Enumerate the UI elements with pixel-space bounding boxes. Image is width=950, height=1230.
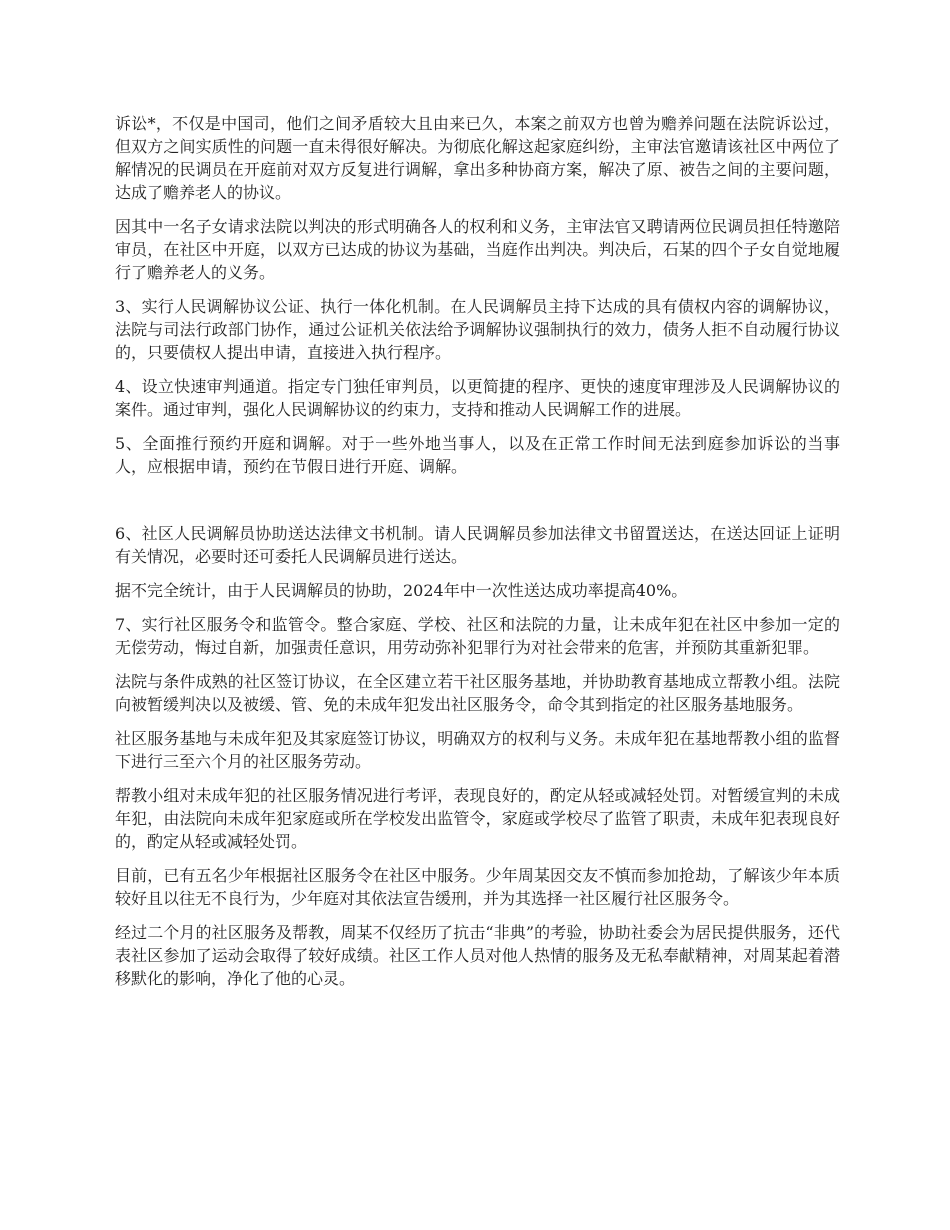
paragraph-item-6: 6、社区人民调解员协助送达法律文书机制。请人民调解员参加法律文书留置送达，在送达回证上证明有关情况，必要时还可委托人民调解员进行送达。 [115,524,840,566]
paragraph-agreement: 社区服务基地与未成年犯及其家庭签订协议，明确双方的权利与义务。未成年犯在基地帮教小组的监督下进行三至六个月的社区服务劳动。 [115,729,840,771]
paragraph-service-base: 法院与条件成熟的社区签订协议，在全区建立若干社区服务基地，并协助教育基地成立帮教小组。法院向被暂缓判决以及被缓、管、免的未成年犯发出社区服务令，命令其到指定的社区服务基地服务。 [115,672,840,714]
paragraph-item-4: 4、设立快速审判通道。指定专门独任审判员，以更简捷的程序、更快的速度审理涉及人民调解协议的案件。通过审判，强化人民调解协议的约束力，支持和推动人民调解工作的进展。 [115,377,840,419]
paragraph-current-status: 目前，已有五名少年根据社区服务令在社区中服务。少年周某因交友不慎而参加抢劫，了解该少年本质较好且以往无不良行为，少年庭对其依法宣告缓刑，并为其选择一社区履行社区服务令。 [115,866,840,908]
paragraph-item-5: 5、全面推行预约开庭和调解。对于一些外地当事人，以及在正常工作时间无法到庭参加诉讼的当事人，应根据申请，预约在节假日进行开庭、调解。 [115,434,840,476]
paragraph-statistics: 据不完全统计，由于人民调解员的协助，2024年中一次性送达成功率提高40%。 [115,581,688,600]
paragraph-item-3: 3、实行人民调解协议公证、执行一体化机制。在人民调解员主持下达成的具有债权内容的调解协议，法院与司法行政部门协作，通过公证机关依法给予调解协议强制执行的效力，债务人拒不自动履行协议的，只要债权人提出申请，直接进入执行程序。 [115,297,840,362]
paragraph-item-7: 7、实行社区服务令和监管令。整合家庭、学校、社区和法院的力量，让未成年犯在社区中参加一定的无偿劳动，悔过自新，加强责任意识，用劳动弥补犯罪行为对社会带来的危害，并预防其重新犯罪。 [115,615,840,657]
paragraph-mediation-case: 诉讼*，不仅是中国司，他们之间矛盾较大且由来已久，本案之前双方也曾为赡养问题在法院诉讼过，但双方之间实质性的问题一直未得很好解决。为彻底化解这起家庭纠纷，主审法官邀请该社区中两位了解情况的民调员在开庭前对双方反复进行调解，拿出多种协商方案，解决了原、被告之间的主要问题，达成了赡养老人的协议。 [115,114,840,202]
paragraph-judgment: 因其中一名子女请求法院以判决的形式明确各人的权利和义务，主审法官又聘请两位民调员担任特邀陪审员，在社区中开庭，以双方已达成的协议为基础，当庭作出判决。判决后，石某的四个子女自觉地履行了赡养老人的义务。 [115,217,840,282]
document-body [115,112,840,1001]
paragraph-evaluation: 帮教小组对未成年犯的社区服务情况进行考评，表现良好的，酌定从轻或减轻处罚。对暂缓宣判的未成年犯，由法院向未成年犯家庭或所在学校发出监管令，家庭或学校尽了监管了职责，未成年犯表现良好的，酌定从轻或减轻处罚。 [115,786,840,851]
paragraph-outcome: 经过二个月的社区服务及帮教，周某不仅经历了抗击“非典”的考验，协助社委会为居民提供服务，还代表社区参加了运动会取得了较好成绩。社区工作人员对他人热情的服务及无私奉献精神，对周某起着潜移默化的影响，净化了他的心灵。 [115,923,840,988]
